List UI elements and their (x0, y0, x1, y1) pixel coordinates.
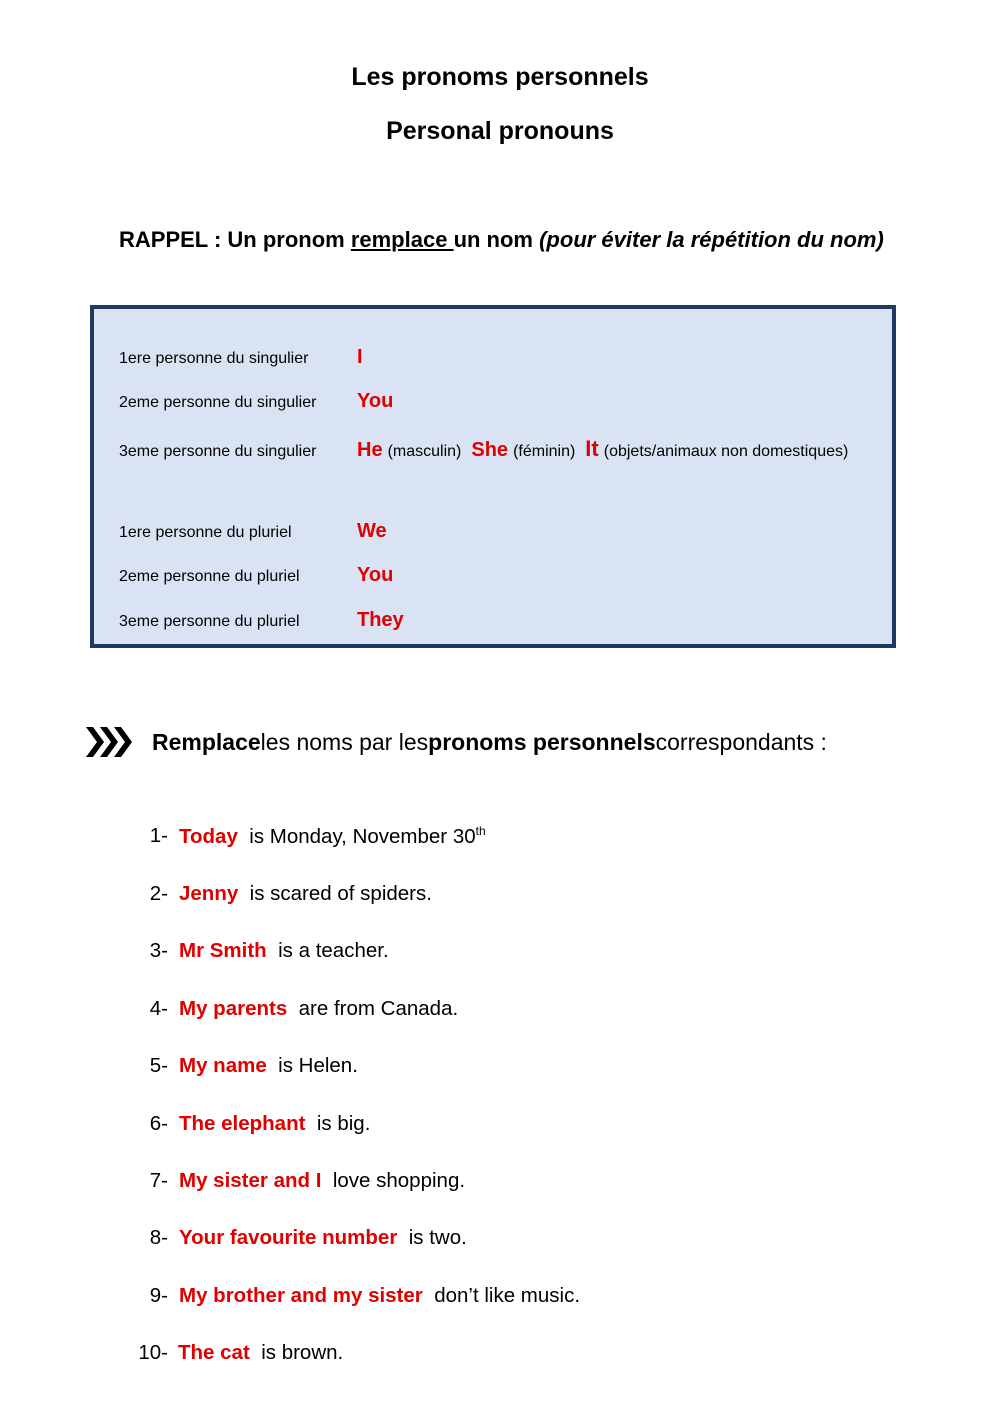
pronoun-row (119, 346, 363, 376)
rappel-underlined: remplace (350, 227, 454, 252)
person-label: 1ere personne du singulier (119, 350, 309, 367)
item-superscript: th (475, 824, 486, 838)
person-label: 2eme personne du pluriel (119, 568, 300, 585)
pronoun-row (119, 436, 848, 466)
list-item (0, 1284, 1000, 1318)
instruction-text-1: les noms par les (260, 728, 429, 755)
pronoun-row (119, 520, 387, 550)
rappel-note (119, 222, 899, 257)
list-item (0, 1341, 1000, 1375)
item-rest: don’t like music. (434, 1284, 581, 1307)
list-item (0, 1054, 1000, 1088)
item-number: 6- (149, 1112, 168, 1135)
item-number: 3- (149, 939, 168, 962)
rappel-prefix: RAPPEL : Un pronom (119, 227, 351, 252)
item-noun: My parents (179, 997, 288, 1020)
item-noun: My brother and my sister (179, 1284, 423, 1307)
item-number: 1- (149, 824, 168, 847)
item-noun: My name (179, 1054, 267, 1077)
list-item (0, 939, 1000, 973)
item-number: 4- (149, 997, 168, 1020)
page-subtitle: Personal pronouns (386, 117, 614, 145)
person-label: 1ere personne du pluriel (119, 524, 292, 541)
item-noun: Today (179, 824, 238, 848)
item-rest: is brown. (261, 1341, 344, 1364)
pronoun-he: He (357, 439, 383, 461)
item-rest: is two. (408, 1226, 467, 1249)
item-rest: are from Canada. (298, 997, 459, 1020)
person-label: 3eme personne du pluriel (119, 613, 300, 630)
item-rest: is scared of spiders. (249, 882, 432, 905)
person-label: 3eme personne du singulier (119, 443, 317, 460)
instruction-text-2: correspondants : (655, 728, 827, 755)
item-noun: Mr Smith (179, 939, 267, 962)
item-noun: Your favourite number (179, 1226, 398, 1249)
pronoun-note: (masculin) (387, 443, 462, 460)
item-rest: love shopping. (332, 1169, 466, 1192)
pronoun: You (357, 564, 394, 586)
person-label: 2eme personne du singulier (119, 394, 317, 411)
item-number: 8- (149, 1226, 168, 1249)
pronoun: We (357, 520, 387, 542)
rappel-middle: un nom (453, 227, 540, 252)
pronoun: You (357, 390, 394, 412)
item-rest: is a teacher. (278, 939, 389, 962)
item-noun: Jenny (179, 882, 239, 905)
pronoun-table (90, 305, 896, 648)
instruction (86, 722, 827, 762)
list-item (0, 882, 1000, 916)
item-number: 10- (138, 1341, 168, 1364)
list-item (0, 824, 1000, 858)
item-number: 7- (149, 1169, 168, 1192)
list-item (0, 1169, 1000, 1203)
triple-chevron-icon (86, 725, 134, 759)
item-rest: is Monday, November 30 (249, 824, 476, 848)
pronoun: They (357, 609, 404, 631)
rappel-italic: (pour éviter la répétition du nom) (539, 227, 884, 252)
item-noun: My sister and I (179, 1169, 322, 1192)
pronoun-it: It (585, 436, 599, 461)
page-title: Les pronoms personnels (351, 63, 649, 91)
pronoun-row (119, 564, 393, 594)
pronoun: I (357, 346, 363, 368)
pronoun-she: She (471, 439, 509, 461)
list-item (0, 997, 1000, 1031)
item-number: 2- (149, 882, 168, 905)
item-noun: The cat (178, 1341, 250, 1364)
list-item (0, 1226, 1000, 1260)
pronoun-row (119, 609, 404, 639)
instruction-bold-2: pronoms personnels (428, 728, 656, 755)
pronoun-note: (féminin) (513, 443, 576, 460)
item-rest: is big. (316, 1112, 371, 1135)
item-rest: is Helen. (278, 1054, 358, 1077)
pronoun-note: (objets/animaux non domestiques) (603, 443, 849, 460)
item-number: 9- (149, 1284, 168, 1307)
pronoun-row (119, 390, 393, 420)
item-number: 5- (149, 1054, 168, 1077)
instruction-bold-1: Remplace (152, 728, 261, 755)
item-noun: The elephant (179, 1112, 306, 1135)
list-item (0, 1112, 1000, 1146)
